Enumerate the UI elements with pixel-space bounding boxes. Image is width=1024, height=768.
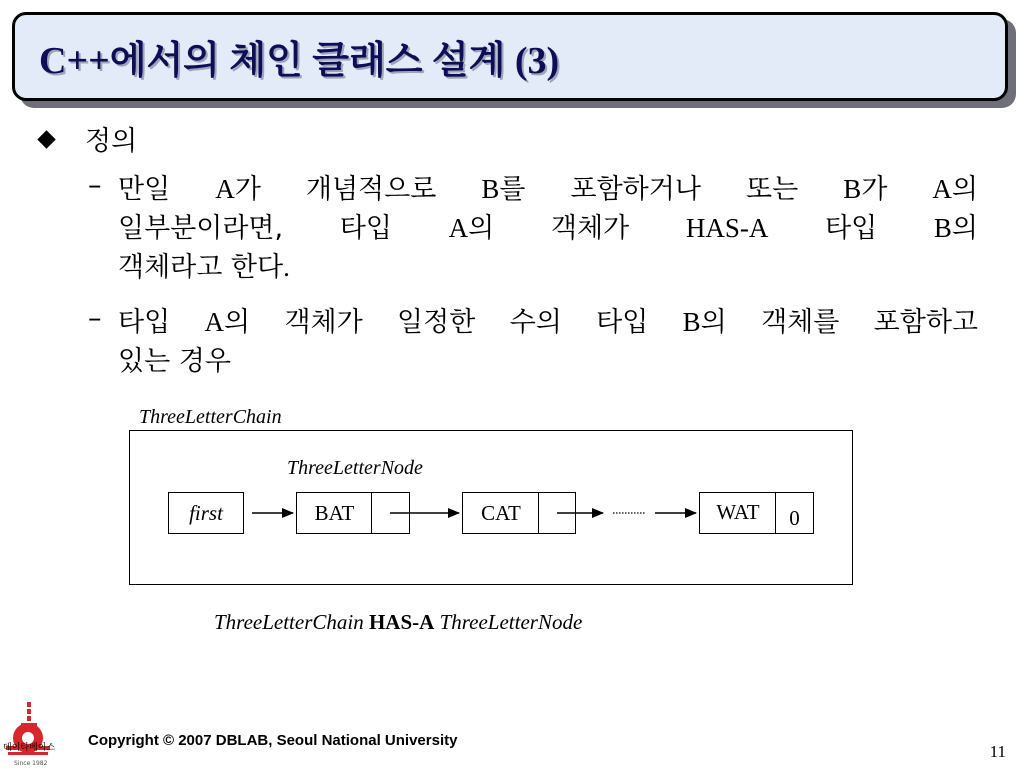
copyright-text: Copyright © 2007 DBLAB, Seoul National University (88, 732, 458, 749)
node-label: ThreeLetterNode (287, 457, 423, 479)
dash-bullet-icon: – (88, 303, 102, 334)
dblab-logo-icon (0, 700, 80, 768)
svg-text:데이타베이스: 데이타베이스 (3, 743, 56, 753)
diagram-caption: ThreeLetterChain HAS-A ThreeLetterNode (214, 610, 583, 634)
slide-title: C++에서의 체인 클래스 설계 (3) (39, 40, 560, 82)
item2-line2: 있는 경우 (118, 346, 231, 377)
item2-line1: 타입 A의 객체가 일정한 수의 타입 B의 객체를 포함하고 (118, 307, 978, 338)
bullet-heading: 정의 (85, 126, 138, 157)
item1-line1: 만일 A가 개념적으로 B를 포함하거나 또는 B가 A의 (118, 174, 978, 205)
node-wat-data: WAT (699, 492, 777, 534)
dash-bullet-icon: – (88, 170, 102, 201)
node-wat-link: 0 (775, 492, 814, 534)
chain-label: ThreeLetterChain (139, 406, 282, 428)
page-number: 11 (989, 742, 1006, 761)
svg-text:Since 1982: Since 1982 (14, 760, 48, 767)
first-pointer-box: first (168, 492, 244, 534)
node-bat-data: BAT (296, 492, 373, 534)
item1-line2: 일부분이라면, 타입 A의 객체가 HAS-A 타입 B의 (118, 213, 978, 244)
node-cat-data: CAT (462, 492, 540, 534)
item1-line3: 객체라고 한다. (118, 252, 290, 283)
